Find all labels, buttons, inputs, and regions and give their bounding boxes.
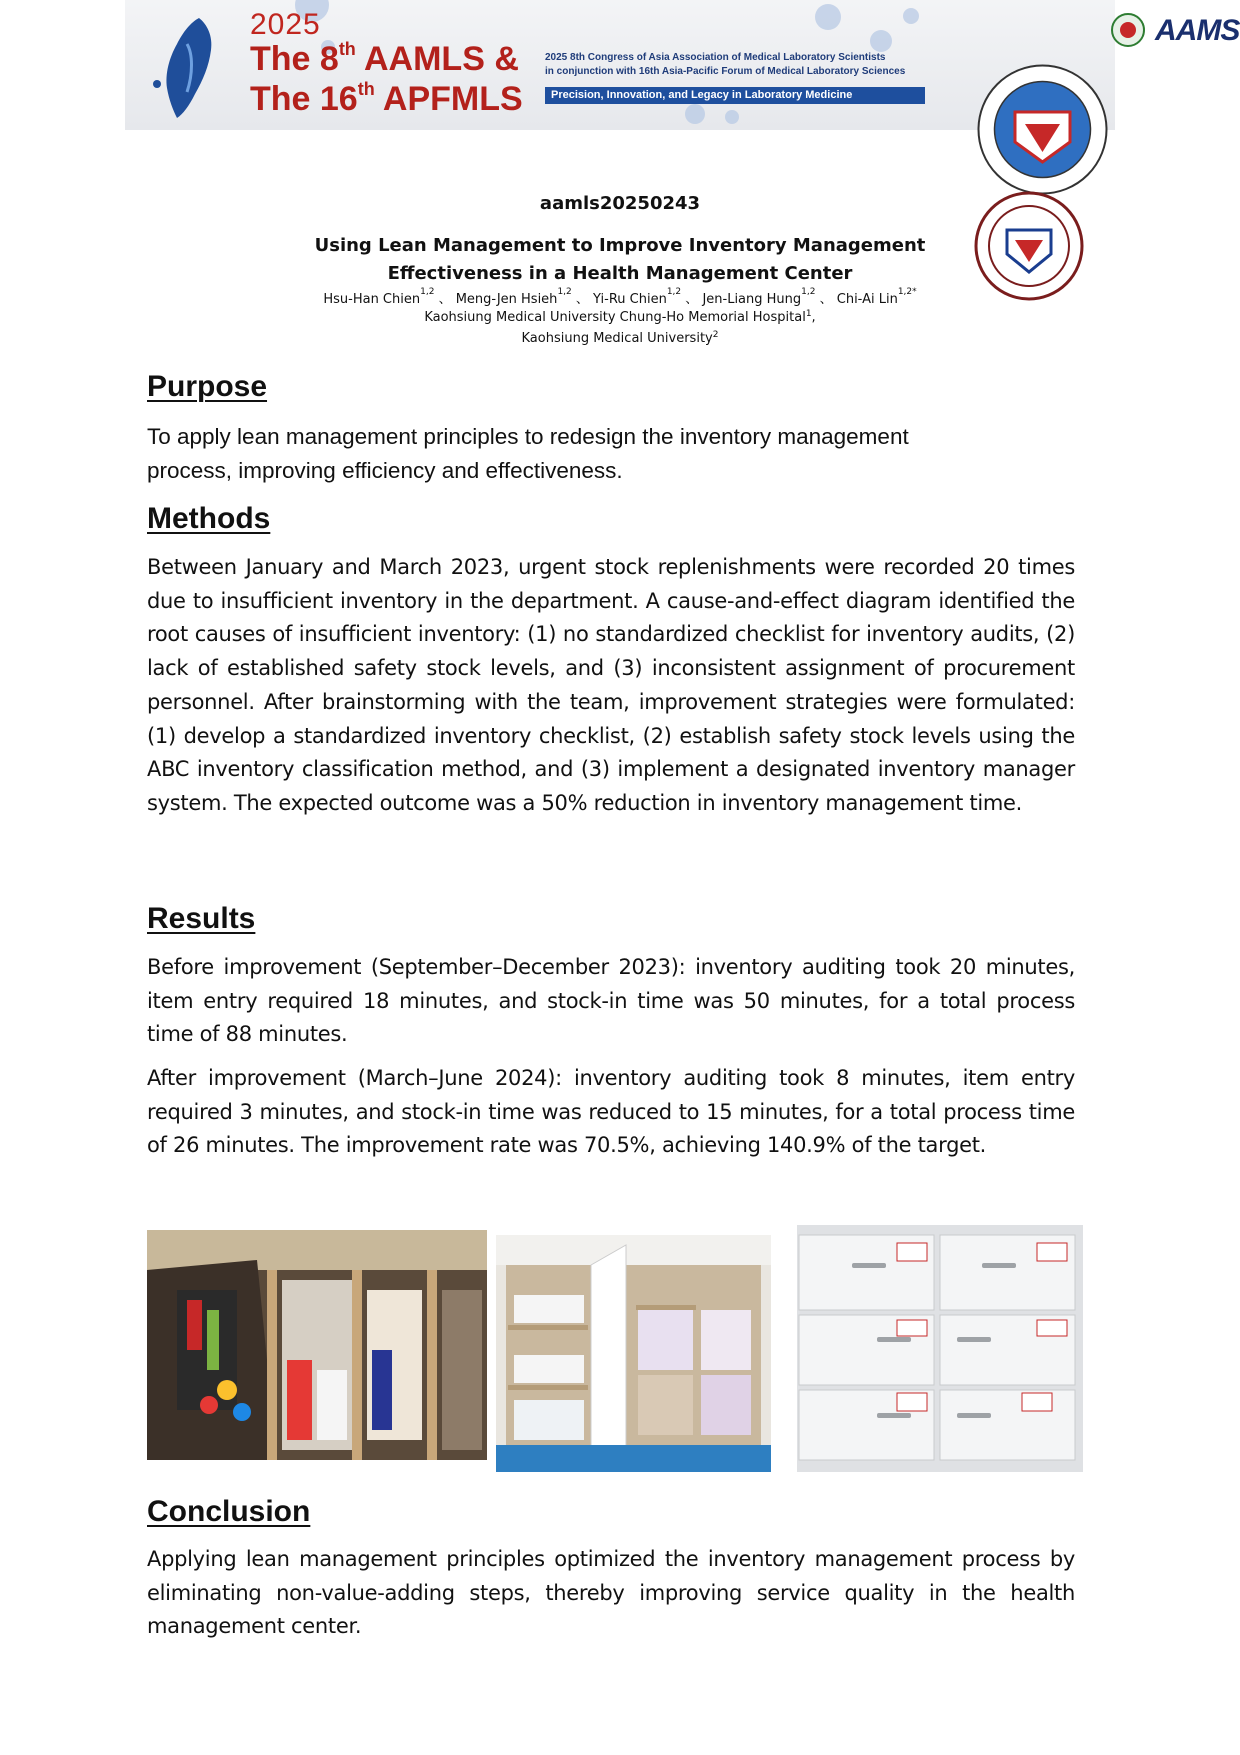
author-list: Hsu-Han Chien$^{1,2}$ 、 Meng-Jen Hsieh$^{1,2}$ 、 Yi-Ru Chien$^{1,2}$ 、 Jen-Liang Hung$^{1,2}$ 、 Chi-Ai Lin$^{1,2*}$ [323,287,917,307]
abstract-id: aamls20250243 [539,193,701,214]
conclusion-text: Applying lean management principles optimized the inventory management process by eliminating non-value-adding steps, thereby improving service quality in the health management center. [147,1547,1075,1639]
results-text-after: After improvement (March–June 2024): inventory auditing took 8 minutes, item entry required 3 minutes, and stock-in time was reduced to 15 minutes, for a total process time of 26 minutes. The improvement rate was 70.5%, achieving 140.9% of the target. [147,1066,1075,1158]
banner-year: 2025 [250,8,321,41]
banner-title-line2: The 16th APFMLS [250,79,523,118]
results-text-before: Before improvement (September–December 2023): inventory auditing took 20 minutes, item entry required 18 minutes, and stock-in time was 50 minutes, for a total process time of 88 minutes. [147,955,1075,1047]
purpose-text: To apply lean management principles to redesign the inventory management process, improving efficiency and effectiveness. [147,424,909,483]
results-heading: Results [147,902,256,935]
affiliation-1: Kaohsiung Medical University Chung-Ho Memorial Hospital$^1$, [424,309,816,325]
affiliation-2: Kaohsiung Medical University$^2$ [521,330,719,346]
banner-tagline: Precision, Innovation, and Legacy in Laboratory Medicine [545,87,925,104]
methods-heading: Methods [147,502,271,535]
society-seal-icon [1110,12,1146,48]
conclusion-heading: Conclusion [147,1495,311,1528]
cabinet-shelves-photo [496,1235,771,1472]
paper-title: Using Lean Management to Improve Inventory Management Effectiveness in a Health Management Center [314,235,926,284]
banner-subtitle-1: 2025 8th Congress of Asia Association of Medical Laboratory Scientists [545,52,886,63]
conference-banner [125,0,1240,130]
aams-logo: AAMS [1155,14,1240,47]
banner-subtitle-2: in conjunction with 16th Asia-Pacific Forum of Medical Laboratory Sciences [545,66,906,77]
banner-title-line1: The 8th AAMLS & [250,39,519,78]
taiwan-map-icon [147,14,227,122]
purpose-heading: Purpose [147,370,268,403]
drawer-before-photo [147,1230,487,1460]
labeled-drawers-photo [797,1225,1083,1472]
methods-text: Between January and March 2023, urgent stock replenishments were recorded 20 times due to insufficient inventory in the department. A cause-and-effect diagram identified the root causes of insufficient inventory: (1) no standardized checklist for inventory audits, (2) lack of established safety stock levels, and (3) inconsistent assignment of procurement personnel. After brainstorming with the team, improvement strategies were formulated: (1) develop a standardized inventory checklist, (2) establish safety stock levels using the ABC inventory classification method, and (3) implement a designated inventory manager system. The expected outcome was a 50% reduction in inventory management time. [147,555,1075,815]
kmu-seal-icon [975,62,1110,197]
